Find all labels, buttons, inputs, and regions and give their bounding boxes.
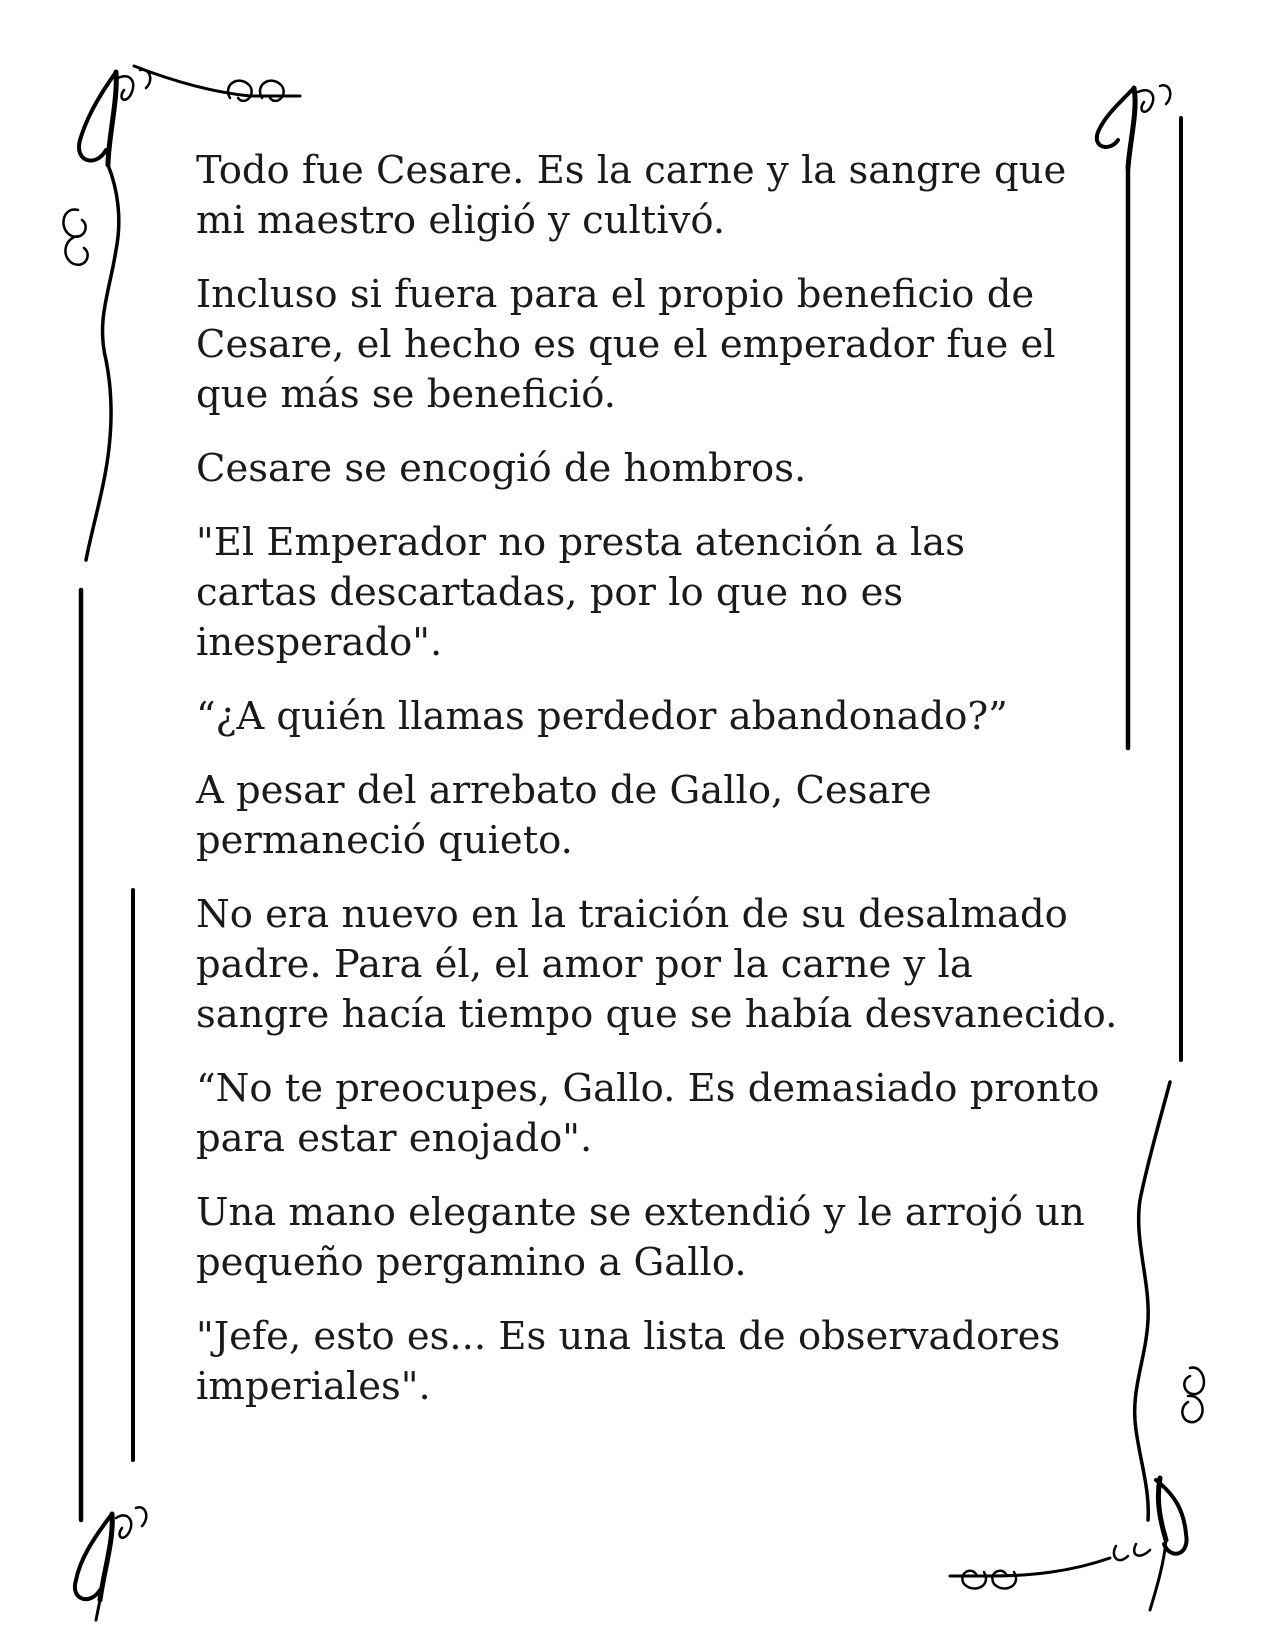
text-line: Incluso si fuera para el propio beneficio de — [196, 272, 1035, 317]
paragraph — [176, 766, 1096, 866]
text-line: cartas descartadas, por lo que no es — [196, 570, 904, 615]
text-line: Cesare, el hecho es que el emperador fue el — [196, 322, 1056, 367]
text-line: padre. Para él, el amor por la carne y la — [196, 942, 973, 987]
paragraph — [176, 146, 1096, 246]
paragraph — [176, 518, 1096, 668]
paragraph — [176, 1188, 1096, 1288]
text-line: que más se benefició. — [196, 372, 617, 417]
paragraph — [176, 444, 1096, 494]
paragraph — [176, 270, 1096, 420]
text-line: "El Emperador no presta atención a las — [196, 520, 966, 565]
text-line: “¿A quién llamas perdedor abandonado?” — [196, 694, 1008, 739]
bottom-left-flourish-icon — [75, 1507, 146, 1620]
text-line: No era nuevo en la traición de su desalmado — [196, 892, 1068, 937]
paragraph — [176, 1064, 1100, 1164]
text-line: para estar enojado". — [196, 1116, 593, 1161]
paragraph — [176, 890, 1118, 1040]
text-line: Cesare se encogió de hombros. — [196, 446, 807, 491]
text-line: “No te preocupes, Gallo. Es demasiado pronto — [196, 1066, 1100, 1111]
text-line: pequeño pergamino a Gallo. — [196, 1240, 747, 1285]
paragraph — [176, 692, 1096, 742]
document-body — [176, 146, 1118, 1436]
text-line: mi maestro eligió y cultivó. — [196, 198, 726, 243]
text-line: A pesar del arrebato de Gallo, Cesare — [196, 768, 932, 813]
text-line: Una mano elegante se extendió y le arrojó un — [196, 1190, 1085, 1235]
text-line: sangre hacía tiempo que se había desvanecido. — [196, 992, 1118, 1037]
text-line: "Jefe, esto es... Es una lista de observadores — [196, 1314, 1061, 1359]
text-line: inesperado". — [196, 620, 443, 665]
text-line: Todo fue Cesare. Es la carne y la sangre que — [196, 148, 1067, 193]
text-line: permaneció quieto. — [196, 818, 573, 863]
text-line: imperiales". — [196, 1364, 431, 1409]
paragraph — [176, 1312, 1096, 1412]
top-right-flourish-icon — [1097, 85, 1170, 168]
